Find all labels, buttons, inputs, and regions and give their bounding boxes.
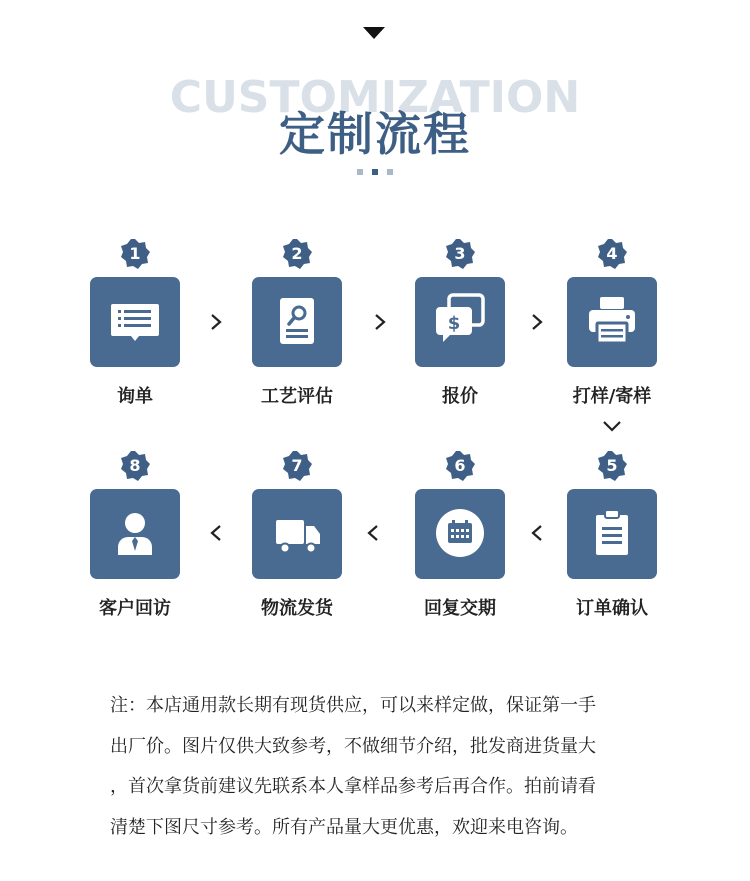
note-line: 清楚下图尺寸参考。所有产品量大更优惠，欢迎来电咨询。 <box>110 816 578 838</box>
step-tile-2[interactable] <box>252 277 342 367</box>
note-line: 出厂价。图片仅供大致参考，不做细节介绍，批发商进货量大 <box>110 735 596 757</box>
step-badge-8: 8 <box>120 451 150 481</box>
step-label-5: 订单确认 <box>576 598 648 619</box>
step-badge-5: 5 <box>597 451 627 481</box>
clipboard-icon <box>567 489 657 579</box>
step-tile-3[interactable] <box>415 277 505 367</box>
chevron-left-icon <box>530 524 544 542</box>
printer-icon <box>567 277 657 367</box>
title-dots-divider <box>357 169 393 175</box>
page-title: 定制流程 <box>279 107 471 161</box>
step-badge-3: 3 <box>445 239 475 269</box>
background-title: CUSTOMIZATION <box>169 72 581 123</box>
chevron-right-icon <box>373 313 387 331</box>
note-line: 注：本店通用款长期有现货供应，可以来样定做，保证第一手 <box>110 695 596 716</box>
step-label-3: 报价 <box>442 386 478 407</box>
step-label-7: 物流发货 <box>261 598 333 619</box>
chevron-left-icon <box>209 524 223 542</box>
step-badge-4: 4 <box>597 239 627 269</box>
step-tile-6[interactable] <box>415 489 505 579</box>
price-chat-icon <box>415 277 505 367</box>
step-tile-5[interactable] <box>567 489 657 579</box>
svg-text:$: $ <box>447 313 461 334</box>
step-label-4: 打样/寄样 <box>572 386 652 407</box>
message-list-icon <box>90 277 180 367</box>
step-badge-2: 2 <box>282 239 312 269</box>
truck-icon <box>252 489 342 579</box>
step-tile-1[interactable] <box>90 277 180 367</box>
step-label-6: 回复交期 <box>424 598 496 619</box>
note-text <box>110 686 650 848</box>
chevron-right-icon <box>209 313 223 331</box>
step-label-2: 工艺评估 <box>261 386 333 407</box>
step-tile-4[interactable] <box>567 277 657 367</box>
chevron-down-icon <box>602 420 622 432</box>
person-icon <box>90 489 180 579</box>
step-label-8: 客户回访 <box>99 598 171 619</box>
calendar-icon <box>415 489 505 579</box>
down-triangle-icon <box>363 27 385 39</box>
step-tile-7[interactable] <box>252 489 342 579</box>
step-badge-1: 1 <box>120 239 150 269</box>
step-tile-8[interactable] <box>90 489 180 579</box>
step-badge-7: 7 <box>282 451 312 481</box>
chevron-right-icon <box>530 313 544 331</box>
document-search-icon <box>252 277 342 367</box>
step-badge-6: 6 <box>445 451 475 481</box>
step-label-1: 询单 <box>117 386 153 407</box>
note-line: ，首次拿货前建议先联系本人拿样品参考后再合作。拍前请看 <box>110 776 596 797</box>
chevron-left-icon <box>366 524 380 542</box>
